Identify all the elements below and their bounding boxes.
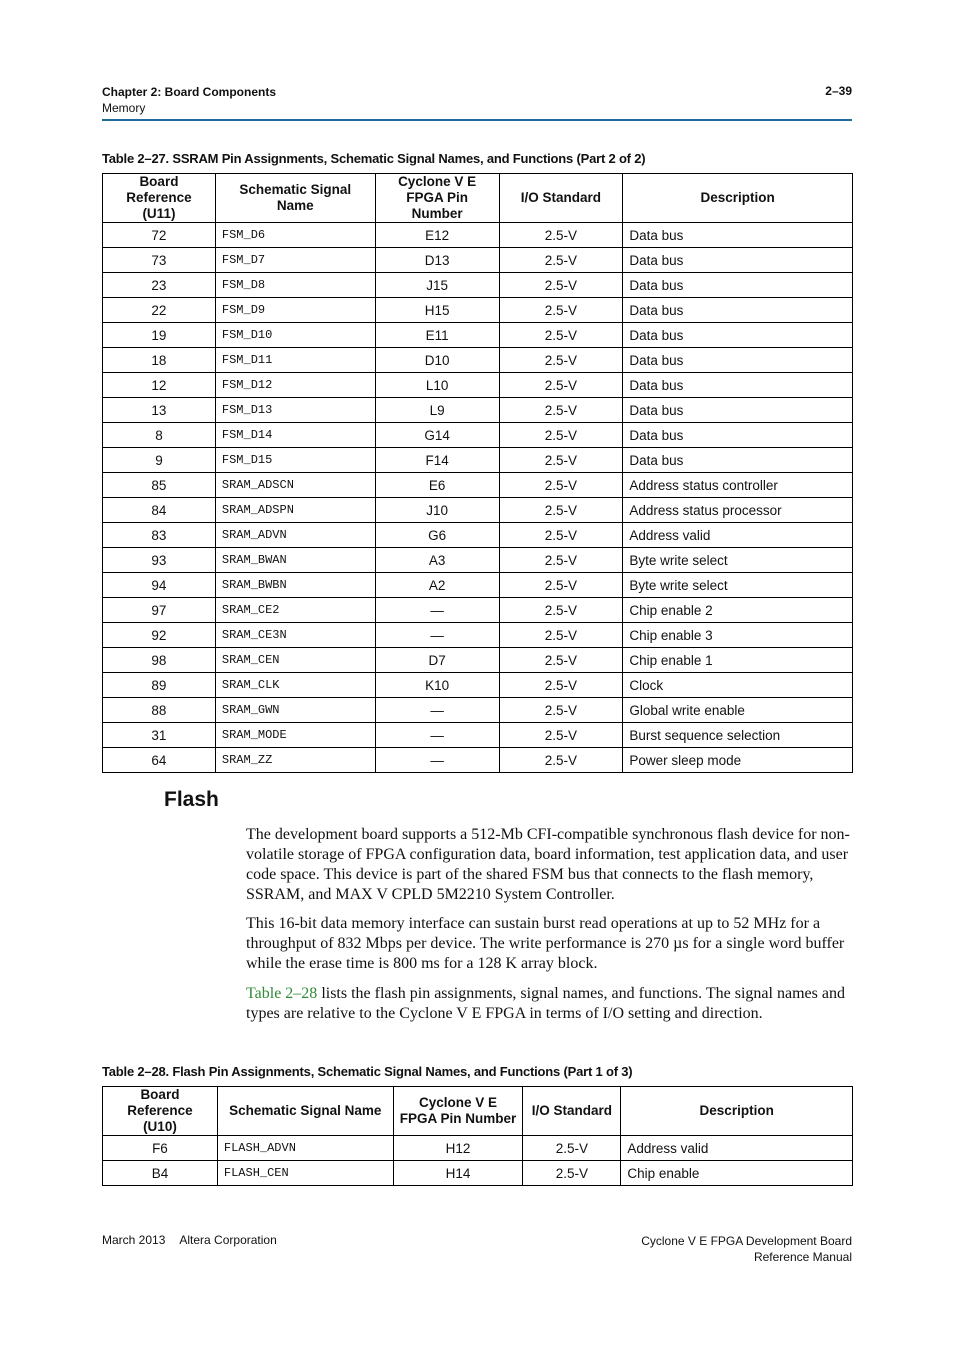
- table-cell: 23: [103, 273, 216, 298]
- table-cell: Address status processor: [623, 498, 853, 523]
- table-row: [103, 498, 853, 523]
- table-cell: 88: [103, 698, 216, 723]
- table-cell: 84: [103, 498, 216, 523]
- table-cell: Chip enable 1: [623, 648, 853, 673]
- table-cell: 97: [103, 598, 216, 623]
- table-cell: 19: [103, 323, 216, 348]
- table2-caption: Table 2–28. Flash Pin Assignments, Schematic Signal Names, and Functions (Part 1 of 3): [102, 1064, 633, 1079]
- table-cell: 22: [103, 298, 216, 323]
- table-cell: Chip enable 3: [623, 623, 853, 648]
- table-row: [103, 573, 853, 598]
- table-cell: J10: [375, 498, 499, 523]
- table-cell: 98: [103, 648, 216, 673]
- table-row: [103, 548, 853, 573]
- column-header: Cyclone V E FPGA Pin Number: [375, 174, 499, 223]
- table-cell: 2.5-V: [499, 448, 623, 473]
- table-cell: 89: [103, 673, 216, 698]
- table-cell: D7: [375, 648, 499, 673]
- table-cell: Address status controller: [623, 473, 853, 498]
- table-cell: SRAM_CLK: [215, 673, 375, 698]
- table-cell: FSM_D9: [215, 298, 375, 323]
- table-cell: Data bus: [623, 248, 853, 273]
- table-cell: Global write enable: [623, 698, 853, 723]
- ssram-pin-table: [102, 173, 853, 773]
- table-cell: Data bus: [623, 448, 853, 473]
- table-cell: F14: [375, 448, 499, 473]
- table-row: [103, 398, 853, 423]
- table-cell: Clock: [623, 673, 853, 698]
- table-cell: Chip enable 2: [623, 598, 853, 623]
- table-cell: SRAM_MODE: [215, 723, 375, 748]
- table-cell: Data bus: [623, 373, 853, 398]
- paragraph-3-text: lists the flash pin assignments, signal names, and functions. The signal names and types are relative to the Cyclone V E FPGA in terms of I/O setting and direction.: [246, 985, 845, 1022]
- header-rule: [102, 119, 852, 121]
- table-cell: Byte write select: [623, 548, 853, 573]
- table-cell: 2.5-V: [499, 498, 623, 523]
- table-row: [103, 698, 853, 723]
- table-cell: FLASH_CEN: [217, 1161, 393, 1186]
- table-cell: —: [375, 623, 499, 648]
- column-header: Board Reference (U10): [103, 1087, 218, 1136]
- table-cell: L9: [375, 398, 499, 423]
- table-cell: SRAM_CEN: [215, 648, 375, 673]
- table-row: [103, 423, 853, 448]
- table-cell: 2.5-V: [499, 223, 623, 248]
- table-row: [103, 323, 853, 348]
- table-cell: 18: [103, 348, 216, 373]
- table-row: [103, 523, 853, 548]
- column-header: Schematic Signal Name: [215, 174, 375, 223]
- table-cell: —: [375, 748, 499, 773]
- table-cell: SRAM_ZZ: [215, 748, 375, 773]
- table-cell: A3: [375, 548, 499, 573]
- section-name: Memory: [102, 101, 146, 115]
- table-cell: 2.5-V: [499, 748, 623, 773]
- flash-paragraph-2: This 16-bit data memory interface can sustain burst read operations at up to 52 MHz for a throughput of 832 Mbps per device. The write performance is 270 µs for a single word buffer while the erase time is 800 ms for a 128 K array block.: [246, 915, 845, 972]
- table-cell: 83: [103, 523, 216, 548]
- table-cell: FSM_D10: [215, 323, 375, 348]
- table-cell: Burst sequence selection: [623, 723, 853, 748]
- table-cell: 2.5-V: [499, 598, 623, 623]
- table-row: [103, 373, 853, 398]
- table-cell: 9: [103, 448, 216, 473]
- table-cell: 2.5-V: [499, 248, 623, 273]
- table-cell: 2.5-V: [499, 373, 623, 398]
- table-cell: 2.5-V: [499, 348, 623, 373]
- table-cell: 2.5-V: [523, 1136, 621, 1161]
- table-cell: 2.5-V: [499, 573, 623, 598]
- table-cell: SRAM_BWAN: [215, 548, 375, 573]
- table-cell: 2.5-V: [499, 698, 623, 723]
- table-cell: Data bus: [623, 423, 853, 448]
- table-cell: FSM_D7: [215, 248, 375, 273]
- table-cell: FSM_D13: [215, 398, 375, 423]
- table-cell: FSM_D11: [215, 348, 375, 373]
- footer-doc-title: Cyclone V E FPGA Development Board: [641, 1234, 852, 1248]
- table-cell: 8: [103, 423, 216, 448]
- table-cell: 2.5-V: [499, 673, 623, 698]
- table-cell: Data bus: [623, 398, 853, 423]
- table-cell: SRAM_GWN: [215, 698, 375, 723]
- table-cell: SRAM_ADSPN: [215, 498, 375, 523]
- table-row: [103, 223, 853, 248]
- table-cell: L10: [375, 373, 499, 398]
- table-cell: 72: [103, 223, 216, 248]
- table-cell: 12: [103, 373, 216, 398]
- table-cell: D13: [375, 248, 499, 273]
- table-cell: D10: [375, 348, 499, 373]
- table-cell: Byte write select: [623, 573, 853, 598]
- flash-pin-table: [102, 1086, 853, 1186]
- table-row: [103, 1136, 853, 1161]
- table-cell: E11: [375, 323, 499, 348]
- table-cell: —: [375, 698, 499, 723]
- table-cell: Data bus: [623, 298, 853, 323]
- running-header: [102, 84, 276, 116]
- table-cell: 2.5-V: [499, 473, 623, 498]
- table-2-28-link[interactable]: Table 2–28: [246, 985, 318, 1002]
- flash-paragraph-1: The development board supports a 512-Mb CFI-compatible synchronous flash device for non-volatile storage of FPGA configuration data, board information, test application data, and user code space. This device is part of the shared FSM bus that connects to the flash memory, SSRAM, and MAX V CPLD 5M2210 System Controller.: [246, 826, 850, 903]
- table-row: [103, 448, 853, 473]
- table-row: [103, 348, 853, 373]
- table-cell: G6: [375, 523, 499, 548]
- table-cell: E6: [375, 473, 499, 498]
- table-row: [103, 648, 853, 673]
- table-cell: Data bus: [623, 223, 853, 248]
- table-cell: A2: [375, 573, 499, 598]
- column-header: Description: [621, 1087, 853, 1136]
- table-cell: G14: [375, 423, 499, 448]
- table-cell: F6: [103, 1136, 218, 1161]
- column-header: I/O Standard: [523, 1087, 621, 1136]
- table-cell: K10: [375, 673, 499, 698]
- column-header: Board Reference (U11): [103, 174, 216, 223]
- table-cell: 2.5-V: [523, 1161, 621, 1186]
- table-cell: SRAM_ADVN: [215, 523, 375, 548]
- table-cell: 2.5-V: [499, 423, 623, 448]
- table-cell: 2.5-V: [499, 548, 623, 573]
- table-cell: Power sleep mode: [623, 748, 853, 773]
- table-cell: Address valid: [623, 523, 853, 548]
- table-cell: SRAM_ADSCN: [215, 473, 375, 498]
- table-cell: B4: [103, 1161, 218, 1186]
- table-header-row: [103, 1087, 853, 1136]
- table-cell: FSM_D15: [215, 448, 375, 473]
- column-header: Cyclone V E FPGA Pin Number: [393, 1087, 523, 1136]
- table-cell: 2.5-V: [499, 398, 623, 423]
- table-cell: SRAM_CE2: [215, 598, 375, 623]
- table-cell: —: [375, 723, 499, 748]
- table-cell: 2.5-V: [499, 723, 623, 748]
- table-row: [103, 273, 853, 298]
- table1-caption: Table 2–27. SSRAM Pin Assignments, Schematic Signal Names, and Functions (Part 2 of 2): [102, 151, 646, 166]
- table-cell: 2.5-V: [499, 273, 623, 298]
- footer-right: [641, 1233, 852, 1265]
- table-row: [103, 673, 853, 698]
- table-row: [103, 748, 853, 773]
- table-cell: 2.5-V: [499, 298, 623, 323]
- table-cell: FSM_D12: [215, 373, 375, 398]
- table-cell: 2.5-V: [499, 523, 623, 548]
- footer-left: [102, 1233, 277, 1247]
- table-cell: Data bus: [623, 273, 853, 298]
- chapter-title: Chapter 2: Board Components: [102, 85, 277, 99]
- table-cell: FSM_D14: [215, 423, 375, 448]
- table-cell: H14: [393, 1161, 523, 1186]
- flash-paragraph-3: [246, 984, 852, 1024]
- table-cell: FLASH_ADVN: [217, 1136, 393, 1161]
- table-cell: FSM_D8: [215, 273, 375, 298]
- table-cell: Data bus: [623, 348, 853, 373]
- page-number: 2–39: [825, 84, 852, 98]
- table-cell: SRAM_BWBN: [215, 573, 375, 598]
- table-header-row: [103, 174, 853, 223]
- table-row: [103, 723, 853, 748]
- table-row: [103, 248, 853, 273]
- table-cell: 2.5-V: [499, 323, 623, 348]
- footer-doc-subtitle: Reference Manual: [753, 1250, 852, 1264]
- table-row: [103, 1161, 853, 1186]
- table-cell: H15: [375, 298, 499, 323]
- table-cell: 94: [103, 573, 216, 598]
- table-cell: FSM_D6: [215, 223, 375, 248]
- table-row: [103, 623, 853, 648]
- table-cell: J15: [375, 273, 499, 298]
- table-cell: 85: [103, 473, 216, 498]
- table-row: [103, 473, 853, 498]
- table-cell: 92: [103, 623, 216, 648]
- table-cell: 13: [103, 398, 216, 423]
- table-cell: 73: [103, 248, 216, 273]
- table-cell: 93: [103, 548, 216, 573]
- table-cell: 2.5-V: [499, 648, 623, 673]
- section-title-flash: Flash: [164, 788, 219, 811]
- column-header: Description: [623, 174, 853, 223]
- table-cell: Data bus: [623, 323, 853, 348]
- footer-date: March 2013: [102, 1233, 166, 1247]
- table-cell: E12: [375, 223, 499, 248]
- table-cell: Address valid: [621, 1136, 853, 1161]
- table-row: [103, 598, 853, 623]
- table-cell: 31: [103, 723, 216, 748]
- column-header: I/O Standard: [499, 174, 623, 223]
- column-header: Schematic Signal Name: [217, 1087, 393, 1136]
- table-cell: —: [375, 598, 499, 623]
- table-cell: Chip enable: [621, 1161, 853, 1186]
- footer-company: Altera Corporation: [179, 1233, 277, 1247]
- table-cell: SRAM_CE3N: [215, 623, 375, 648]
- table-row: [103, 298, 853, 323]
- table-cell: 2.5-V: [499, 623, 623, 648]
- table-cell: 64: [103, 748, 216, 773]
- table-cell: H12: [393, 1136, 523, 1161]
